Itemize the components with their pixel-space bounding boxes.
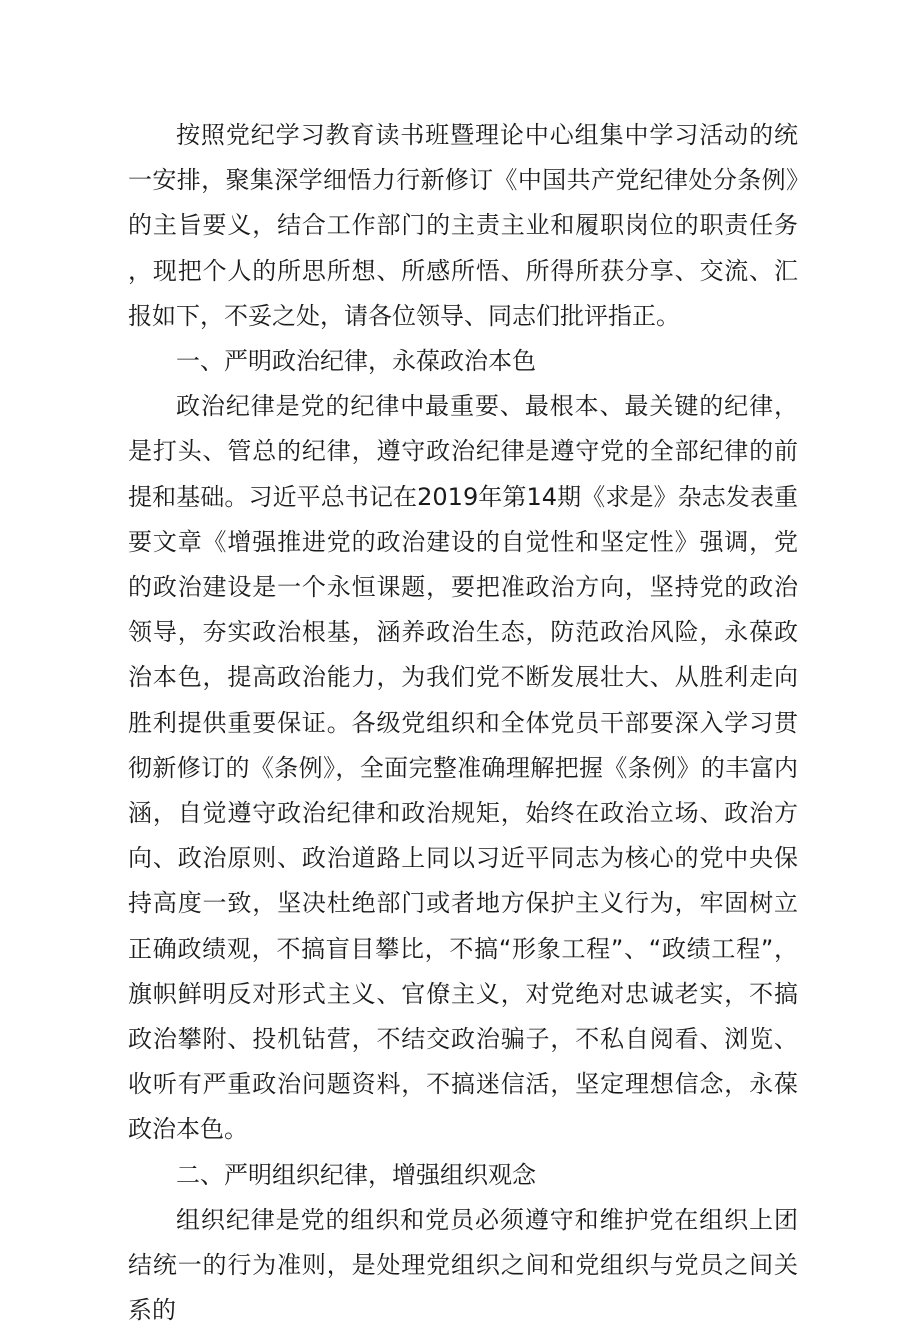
section-heading-political-discipline: 一、严明政治纪律，永葆政治本色 (176, 347, 536, 376)
organizational-discipline-paragraph: 组织纪律是党的组织和党员必须遵守和维护党在组织上团结统一的行为准则，是处理党组织之间和党组织与党员之间关系的 (128, 1205, 798, 1325)
document-body (128, 113, 798, 1333)
political-discipline-paragraph: 政治纪律是党的纪律中最重要、最根本、最关键的纪律，是打头、管总的纪律，遵守政治纪律是遵守党的全部纪律的前提和基础。习近平总书记在2019年第14期《求是》杂志发表重要文章《增强推进党的政治建设的自觉性和坚定性》强调，党的政治建设是一个永恒课题，要把准政治方向，坚持党的政治领导，夯实政治根基，涵养政治生态，防范政治风险，永葆政治本色，提高政治能力，为我们党不断发展壮大、从胜利走向胜利提供重要保证。各级党组织和全体党员干部要深入学习贯彻新修订的《条例》，全面完整准确理解把握《条例》的丰富内涵，自觉遵守政治纪律和政治规矩，始终在政治立场、政治方向、政治原则、政治道路上同以习近平同志为核心的党中央保持高度一致，坚决杜绝部门或者地方保护主义行为，牢固树立正确政绩观，不搞盲目攀比，不搞“形象工程”、“政绩工程”，旗帜鲜明反对形式主义、官僚主义，对党绝对忠诚老实，不搞政治攀附、投机钻营，不结交政治骗子，不私自阅看、浏览、收听有严重政治问题资料，不搞迷信活，坚定理想信念，永葆政治本色。 (128, 392, 798, 1144)
intro-paragraph: 按照党纪学习教育读书班暨理论中心组集中学习活动的统一安排，聚集深学细悟力行新修订《中国共产党纪律处分条例》的主旨要义，结合工作部门的主责主业和履职岗位的职责任务，现把个人的所思所想、所感所悟、所得所获分享、交流、汇报如下，不妥之处，请各位领导、同志们批评指正。 (128, 121, 798, 330)
section-heading-organizational-discipline: 二、严明组织纪律，增强组织观念 (176, 1160, 536, 1189)
